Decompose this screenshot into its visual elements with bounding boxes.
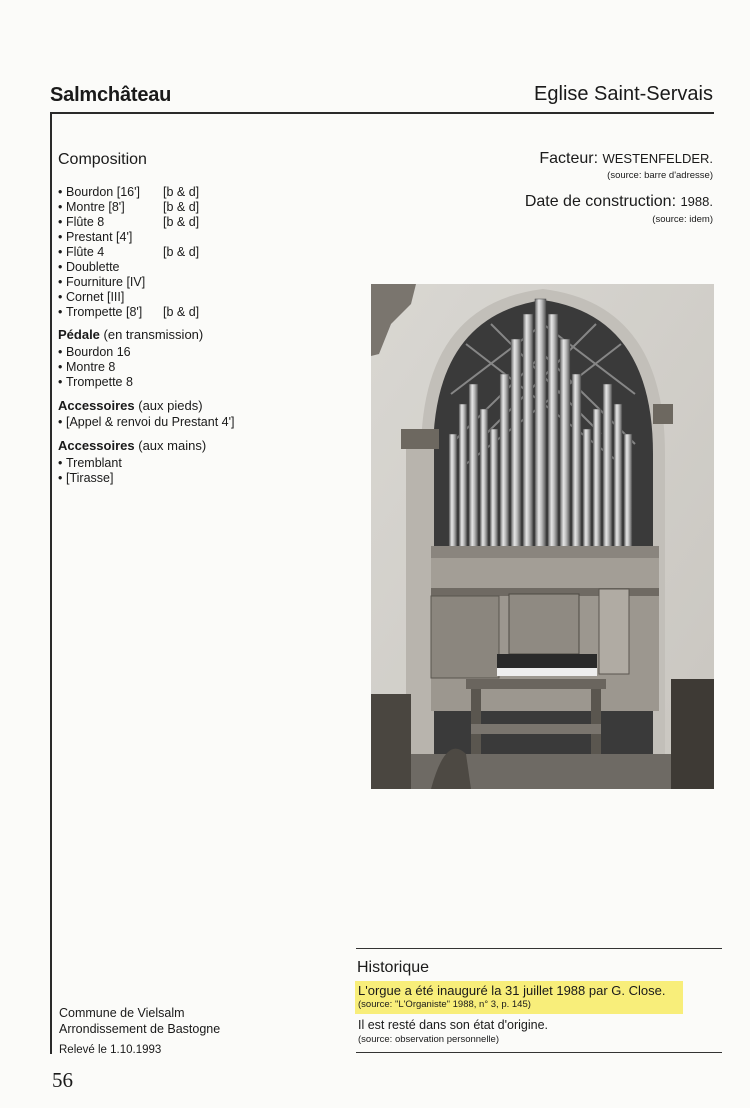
survey-date: Relevé le 1.10.1993 bbox=[59, 1044, 162, 1056]
historique-bottom-divider bbox=[356, 1052, 722, 1053]
stop-item: • Prestant [4'] bbox=[58, 230, 133, 244]
stop-item: • Doublette bbox=[58, 260, 120, 274]
accessory-item: • [Tirasse] bbox=[58, 471, 114, 485]
commune-block bbox=[59, 1005, 220, 1037]
accessories-feet-title: Accessoires (aux pieds) bbox=[58, 398, 203, 413]
church-name: Eglise Saint-Servais bbox=[534, 83, 713, 105]
stop-item: • Bourdon 16 bbox=[58, 345, 131, 359]
manual-stop-list bbox=[58, 185, 258, 320]
stop-item: • Montre 8 bbox=[58, 360, 116, 374]
pedal-stop-list bbox=[58, 345, 133, 390]
historique-title: Historique bbox=[357, 959, 430, 976]
historique-source-2: (source: observation personnelle) bbox=[358, 1034, 499, 1045]
construction-date-line: Date de construction: 1988. bbox=[524, 193, 713, 210]
stop-item: • Bourdon [16'] [b & d] bbox=[58, 185, 200, 199]
stop-item: • Montre [8'] [b & d] bbox=[58, 200, 200, 214]
composition-title: Composition bbox=[58, 151, 147, 168]
historique-source-1: (source: "L'Organiste" 1988, n° 3, p. 145) bbox=[358, 999, 531, 1010]
accessories-feet-list bbox=[58, 415, 234, 430]
accessory-item: • [Appel & renvoi du Prestant 4'] bbox=[58, 415, 235, 429]
stop-item: • Fourniture [IV] bbox=[58, 275, 146, 289]
organ-photo bbox=[371, 284, 714, 789]
stop-item: • Flûte 4 [b & d] bbox=[58, 245, 200, 259]
pedal-title: Pédale (en transmission) bbox=[58, 327, 204, 342]
page-number: 56 bbox=[52, 1068, 73, 1092]
builder-source: (source: barre d'adresse) bbox=[607, 170, 713, 181]
historique-inauguration: L'orgue a été inauguré la 31 juillet 1988 par G. Close. bbox=[358, 983, 666, 998]
historique-state: Il est resté dans son état d'origine. bbox=[358, 1018, 548, 1032]
stop-item: • Flûte 8 [b & d] bbox=[58, 215, 200, 229]
accessories-hands-list bbox=[58, 456, 122, 486]
stop-item: • Cornet [III] bbox=[58, 290, 125, 304]
arrondissement-name: Arrondissement de Bastogne bbox=[59, 1022, 221, 1036]
stop-item: • Trompette 8 bbox=[58, 375, 133, 389]
town-name: Salmchâteau bbox=[50, 84, 172, 106]
date-source: (source: idem) bbox=[652, 214, 713, 225]
accessory-item: • Tremblant bbox=[58, 456, 122, 470]
commune-name: Commune de Vielsalm bbox=[59, 1006, 185, 1020]
left-divider bbox=[50, 112, 52, 1054]
header-divider bbox=[50, 112, 714, 114]
builder-line: Facteur: WESTENFELDER. bbox=[539, 150, 713, 167]
historique-top-divider bbox=[356, 948, 722, 949]
accessories-hands-title: Accessoires (aux mains) bbox=[58, 438, 207, 453]
stop-item: • Trompette [8'] [b & d] bbox=[58, 305, 200, 319]
